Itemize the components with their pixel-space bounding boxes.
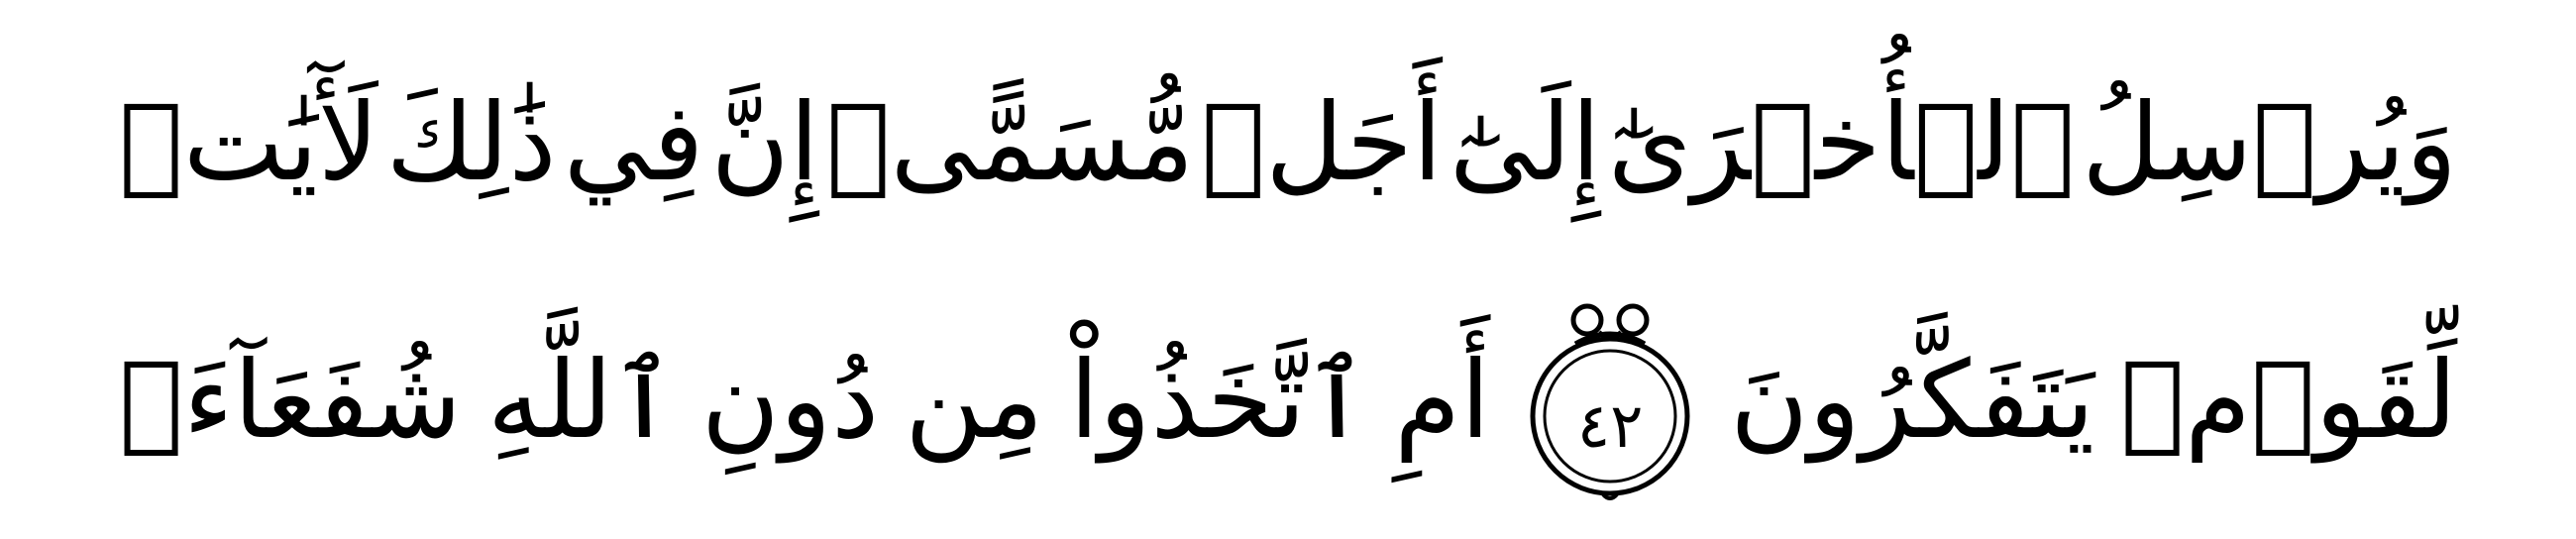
verse-word: إِنَّ	[710, 80, 819, 205]
verse-word: مِن	[905, 338, 1044, 463]
ayah-number: ٤٢	[1576, 389, 1644, 462]
verse-word: يَتَفَكَّرُونَ	[1730, 338, 2095, 463]
verse-word: ٱلۡأُخۡرَىٰٓ	[1607, 80, 2076, 205]
verse-word: ذَٰلِكَ	[385, 80, 557, 205]
verse-word: ٱللَّهِ	[486, 338, 676, 463]
verse-word: لِّقَوۡمٖ	[2120, 338, 2457, 463]
verse-word: لَأٓيَٰتٖ	[119, 80, 379, 205]
verse-line-2	[119, 287, 2457, 515]
verse-word: أَمِ	[1394, 338, 1491, 463]
verse-word: شُفَعَآءَۚ	[119, 338, 462, 463]
verse-word: دُونِ	[700, 338, 880, 463]
verse-word: مُّسَمًّىۚ	[825, 80, 1195, 205]
verse-word: ٱتَّخَذُواْ	[1069, 338, 1369, 463]
verse-line-1	[119, 30, 2457, 258]
verse-word: إِلَىٰٓ	[1449, 80, 1601, 205]
verse-word: أَجَلٖ	[1201, 80, 1443, 205]
verse-word: وَيُرۡسِلُ	[2082, 80, 2457, 205]
verse-word: فِي	[563, 80, 704, 205]
ayah-end-marker	[1516, 282, 1704, 520]
